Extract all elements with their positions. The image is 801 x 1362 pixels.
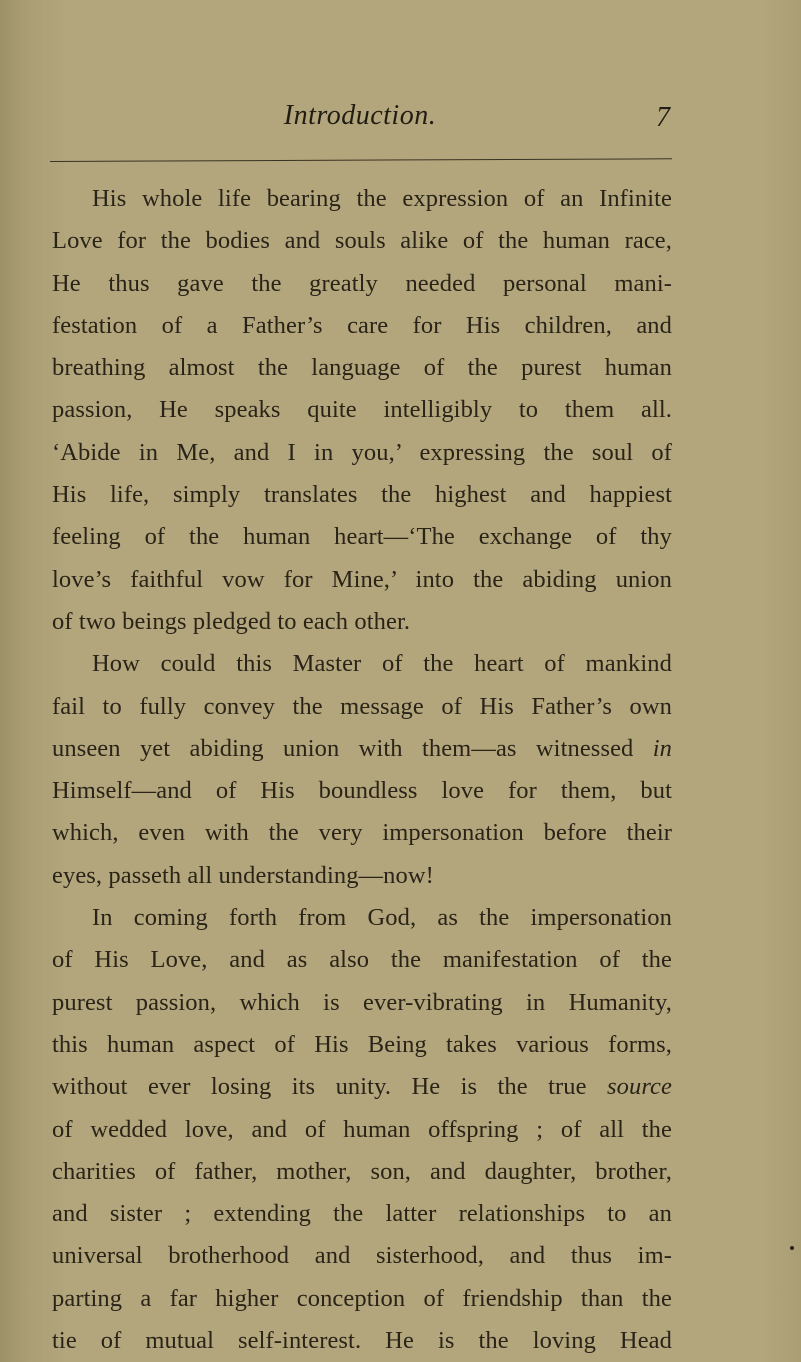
text-line-roman: without ever losing its unity. He is the true bbox=[52, 1073, 607, 1101]
header-rule bbox=[50, 158, 672, 162]
running-head bbox=[50, 100, 670, 140]
text-line: His whole life bearing the expression of an Infinite bbox=[92, 185, 672, 212]
text-line-roman: unseen yet abiding union with them—as witnessed bbox=[52, 734, 653, 762]
text-line: purest passion, which is ever-vibrating in Humanity, bbox=[52, 988, 672, 1016]
text-line: universal brotherhood and sisterhood, and thus im- bbox=[52, 1242, 672, 1270]
text-line: breathing almost the language of the purest human bbox=[52, 354, 672, 382]
text-line bbox=[52, 1066, 672, 1108]
text-line: Love for the bodies and souls alike of the human race, bbox=[52, 227, 672, 255]
text-line: fail to fully convey the message of His Father’s own bbox=[52, 692, 672, 720]
text-line-italic: source bbox=[606, 1073, 672, 1101]
running-title: Introduction. bbox=[283, 100, 437, 131]
text-line-italic: in bbox=[652, 734, 672, 762]
text-line: His life, simply translates the highest and happiest bbox=[52, 481, 672, 509]
text-line: How could this Master of the heart of mankind bbox=[92, 650, 672, 678]
text-line: tie of mutual self-interest. He is the loving Head bbox=[52, 1327, 672, 1355]
text-line: festation of a Father’s care for His children, and bbox=[52, 311, 672, 339]
text-line: of two beings pledged to each other. bbox=[52, 607, 411, 635]
text-line: charities of father, mother, son, and daughter, brother, bbox=[52, 1157, 672, 1185]
text-line bbox=[52, 728, 672, 770]
page-number: 7 bbox=[656, 102, 670, 133]
text-line: of His Love, and as also the manifestation of the bbox=[52, 946, 672, 974]
text-line: passion, He speaks quite intelligibly to them all. bbox=[52, 396, 672, 424]
text-line: of wedded love, and of human offspring ; of all the bbox=[52, 1115, 672, 1143]
text-line: In coming forth from God, as the impersonation bbox=[92, 904, 672, 932]
text-line: which, even with the very impersonation before their bbox=[52, 819, 672, 847]
body-text bbox=[52, 178, 672, 1362]
text-line: eyes, passeth all understanding—now! bbox=[52, 861, 434, 889]
text-line: Himself—and of His boundless love for them, but bbox=[52, 777, 672, 805]
text-line: He thus gave the greatly needed personal mani- bbox=[52, 269, 672, 297]
text-line: feeling of the human heart—‘The exchange of thy bbox=[52, 523, 672, 551]
text-line: and sister ; extending the latter relationships to an bbox=[52, 1200, 672, 1228]
text-line: love’s faithful vow for Mine,’ into the abiding union bbox=[52, 565, 672, 593]
paper-speck bbox=[790, 1246, 794, 1250]
text-line: ‘Abide in Me, and I in you,’ expressing the soul of bbox=[52, 438, 672, 466]
text-line: this human aspect of His Being takes various forms, bbox=[52, 1030, 672, 1058]
text-line: parting a far higher conception of friendship than the bbox=[52, 1284, 672, 1312]
